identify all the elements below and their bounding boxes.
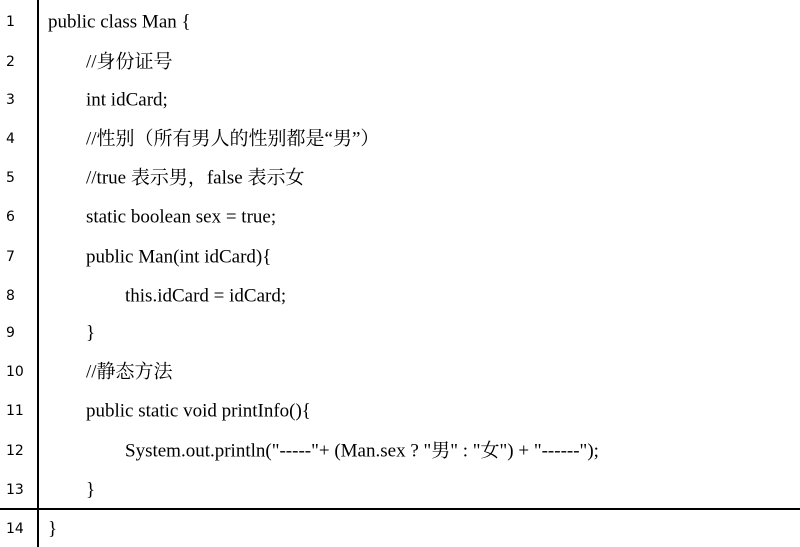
line-code: int idCard; bbox=[86, 89, 168, 111]
code-line bbox=[0, 436, 800, 466]
line-code: } bbox=[48, 518, 58, 540]
line-number: 7 bbox=[6, 249, 15, 265]
line-number: 8 bbox=[6, 288, 15, 304]
line-number: 1 bbox=[6, 14, 15, 30]
line-number: 2 bbox=[6, 54, 15, 70]
line-code: System.out.println("-----"+ (Man.sex ? "男" : "女") + "------"); bbox=[125, 440, 599, 462]
line-number: 12 bbox=[6, 443, 24, 459]
line-code: static boolean sex = true; bbox=[86, 206, 277, 228]
line-number: 14 bbox=[6, 521, 24, 537]
code-line bbox=[0, 242, 800, 272]
line-number: 3 bbox=[6, 92, 15, 108]
line-code: //true 表示男，false 表示女 bbox=[86, 167, 305, 189]
code-line bbox=[0, 396, 800, 426]
code-line bbox=[0, 163, 800, 193]
line-code: public static void printInfo(){ bbox=[86, 400, 311, 422]
line-number: 13 bbox=[6, 482, 24, 498]
line-number: 11 bbox=[6, 403, 24, 419]
line-number: 5 bbox=[6, 170, 15, 186]
code-line bbox=[0, 7, 800, 37]
code-line bbox=[0, 47, 800, 77]
line-code: } bbox=[86, 479, 96, 501]
line-code: //身份证号 bbox=[86, 51, 173, 73]
code-line bbox=[0, 357, 800, 387]
line-number: 4 bbox=[6, 131, 15, 147]
line-number: 9 bbox=[6, 325, 15, 341]
line-number: 6 bbox=[6, 209, 15, 225]
line-code: //静态方法 bbox=[86, 361, 173, 383]
line-code: //性别（所有男人的性别都是“男”） bbox=[86, 128, 380, 150]
line-code: public Man(int idCard){ bbox=[86, 246, 272, 268]
line-code: } bbox=[86, 322, 96, 344]
code-line bbox=[0, 85, 800, 115]
code-line bbox=[0, 202, 800, 232]
code-line bbox=[0, 281, 800, 311]
line-code: public class Man { bbox=[48, 11, 191, 33]
code-line bbox=[0, 318, 800, 348]
line-code: this.idCard = idCard; bbox=[125, 285, 287, 307]
horizontal-divider bbox=[0, 508, 800, 510]
code-line bbox=[0, 475, 800, 505]
line-number: 10 bbox=[6, 364, 24, 380]
code-line bbox=[0, 124, 800, 154]
code-line bbox=[0, 514, 800, 544]
